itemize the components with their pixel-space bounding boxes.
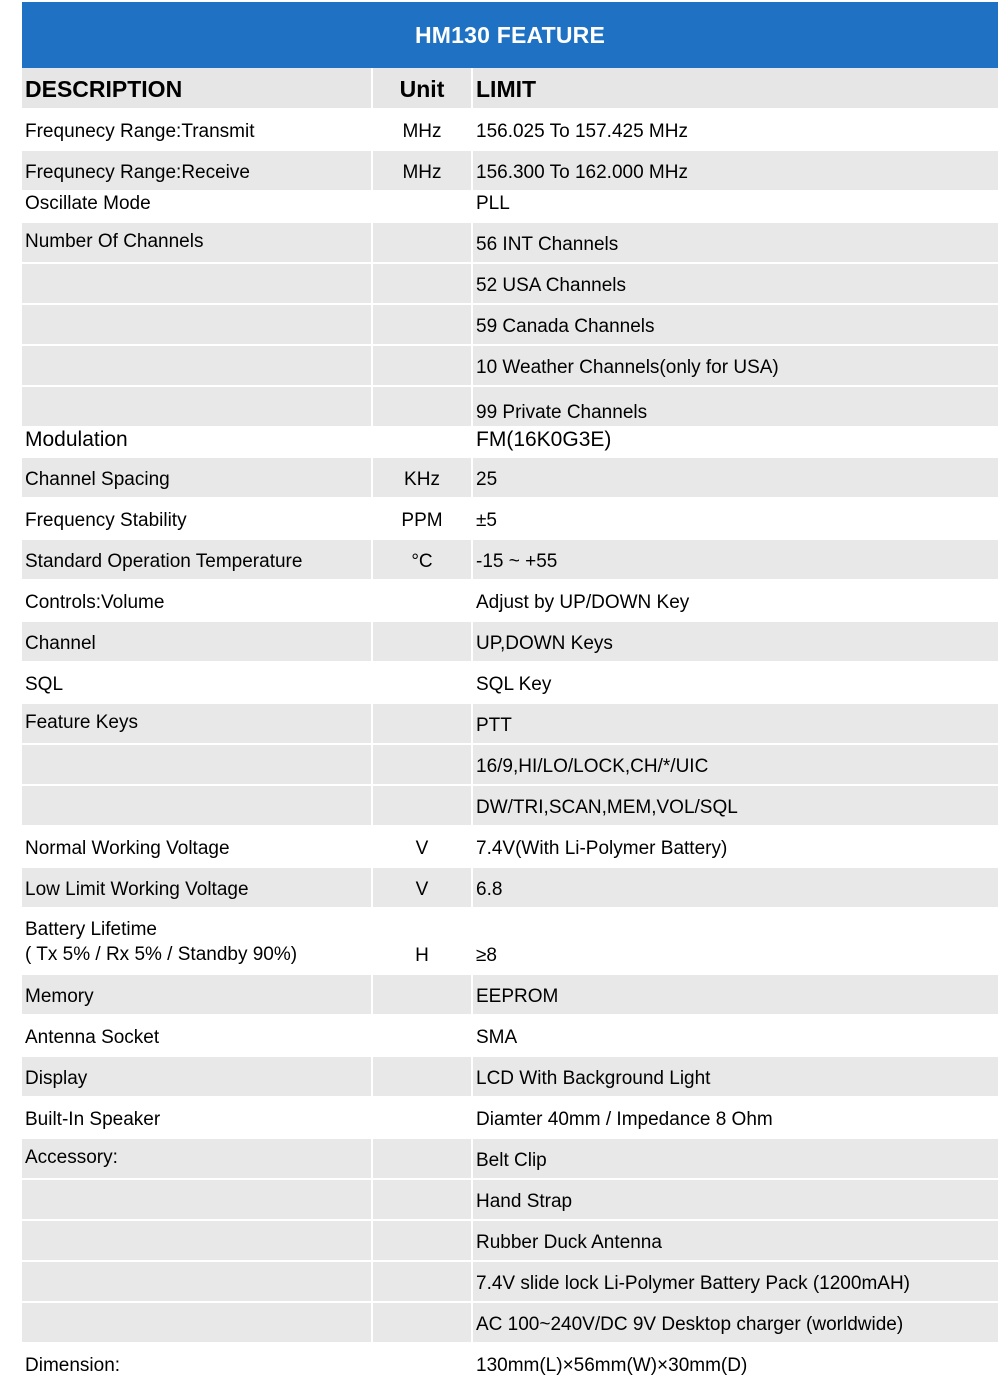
feature-sheet <box>22 2 998 1385</box>
row-limit: 130mm(L)×56mm(W)×30mm(D) <box>476 1355 748 1376</box>
row-limit: 59 Canada Channels <box>476 316 655 337</box>
row-unit: H <box>373 909 473 973</box>
row-limit: 7.4V(With Li-Polymer Battery) <box>476 838 728 859</box>
row-limit: 156.300 To 162.000 MHz <box>476 162 688 183</box>
table-row <box>22 704 998 745</box>
row-unit <box>373 1344 473 1383</box>
row-unit <box>373 622 473 661</box>
row-description: Frequency Stability <box>22 499 373 538</box>
row-limit: DW/TRI,SCAN,MEM,VOL/SQL <box>476 797 738 818</box>
row-limit: 52 USA Channels <box>476 275 626 296</box>
row-limit: 99 Private Channels <box>476 402 648 423</box>
row-description <box>22 1303 373 1342</box>
row-description: Number Of Channels <box>22 223 373 262</box>
table-row <box>22 305 998 346</box>
row-limit: SQL Key <box>476 674 552 695</box>
row-limit: AC 100~240V/DC 9V Desktop charger (worldwide) <box>476 1314 904 1335</box>
row-limit: 25 <box>476 469 498 490</box>
row-description: Memory <box>22 975 373 1014</box>
table-row <box>22 387 998 428</box>
row-description: Dimension: <box>22 1344 373 1383</box>
row-description: Built-In Speaker <box>22 1098 373 1137</box>
sheet-title: HM130 FEATURE <box>22 2 998 68</box>
row-description <box>22 305 373 344</box>
row-limit: SMA <box>476 1027 518 1048</box>
row-limit: Adjust by UP/DOWN Key <box>476 592 690 613</box>
row-description: Channel Spacing <box>22 458 373 497</box>
row-description <box>22 1221 373 1260</box>
table-row <box>22 1344 998 1385</box>
table-row <box>22 827 998 868</box>
row-unit: V <box>373 827 473 866</box>
table-row <box>22 458 998 499</box>
table-row <box>22 909 998 975</box>
row-description: Low Limit Working Voltage <box>22 868 373 907</box>
row-limit: 6.8 <box>476 879 503 900</box>
row-unit <box>373 1016 473 1055</box>
row-description: Controls:Volume <box>22 581 373 620</box>
row-unit: KHz <box>373 458 473 497</box>
row-description: Feature Keys <box>22 704 373 743</box>
row-unit: V <box>373 868 473 907</box>
table-header <box>22 68 998 110</box>
row-description: Oscillate Mode <box>22 192 373 221</box>
row-unit <box>373 428 473 456</box>
row-description <box>22 786 373 825</box>
row-limit: 10 Weather Channels(only for USA) <box>476 357 779 378</box>
row-limit: Hand Strap <box>476 1191 573 1212</box>
row-limit: Belt Clip <box>476 1150 547 1171</box>
row-description <box>22 346 373 385</box>
table-row <box>22 1262 998 1303</box>
table-row <box>22 786 998 827</box>
table-row <box>22 346 998 387</box>
table-row <box>22 1180 998 1221</box>
row-unit <box>373 1303 473 1342</box>
row-unit <box>373 1139 473 1178</box>
table-row <box>22 663 998 704</box>
row-description: Modulation <box>22 428 373 456</box>
row-unit <box>373 975 473 1014</box>
table-row <box>22 868 998 909</box>
header-description: DESCRIPTION <box>22 68 373 108</box>
row-description-line: ( Tx 5% / Rx 5% / Standby 90%) <box>25 944 298 965</box>
table-row <box>22 1098 998 1139</box>
row-limit: Rubber Duck Antenna <box>476 1232 662 1253</box>
table-row <box>22 110 998 151</box>
row-description: Channel <box>22 622 373 661</box>
row-description-line: Battery Lifetime <box>25 919 157 940</box>
row-description <box>22 1180 373 1219</box>
row-unit <box>373 1057 473 1096</box>
row-unit <box>373 305 473 344</box>
row-unit <box>373 663 473 702</box>
row-limit: UP,DOWN Keys <box>476 633 613 654</box>
row-limit: FM(16K0G3E) <box>476 428 612 451</box>
table-row <box>22 1303 998 1344</box>
table-row <box>22 264 998 305</box>
row-limit: EEPROM <box>476 986 559 1007</box>
row-description <box>22 909 373 973</box>
row-limit: 16/9,HI/LO/LOCK,CH/*/UIC <box>476 756 709 777</box>
table-row <box>22 499 998 540</box>
row-description: Standard Operation Temperature <box>22 540 373 579</box>
table-row <box>22 1016 998 1057</box>
row-unit: °C <box>373 540 473 579</box>
row-description: Display <box>22 1057 373 1096</box>
table-row <box>22 1221 998 1262</box>
row-limit: Diamter 40mm / Impedance 8 Ohm <box>476 1109 773 1130</box>
row-unit <box>373 1098 473 1137</box>
row-description <box>22 387 373 426</box>
row-description: Frequnecy Range:Receive <box>22 151 373 190</box>
row-description <box>22 264 373 303</box>
row-unit <box>373 223 473 262</box>
row-limit: 56 INT Channels <box>476 234 619 255</box>
row-unit <box>373 1262 473 1301</box>
row-unit <box>373 192 473 221</box>
table-row <box>22 192 998 223</box>
row-limit: PTT <box>476 715 512 736</box>
table-row <box>22 975 998 1016</box>
table-row <box>22 151 998 192</box>
row-description: Accessory: <box>22 1139 373 1178</box>
row-unit <box>373 786 473 825</box>
row-limit: 7.4V slide lock Li-Polymer Battery Pack (1200mAH) <box>476 1273 910 1294</box>
row-unit: MHz <box>373 151 473 190</box>
table-row <box>22 428 998 458</box>
table-row <box>22 223 998 264</box>
row-limit: PLL <box>476 193 510 214</box>
row-unit <box>373 581 473 620</box>
table-row <box>22 540 998 581</box>
header-unit: Unit <box>373 68 473 108</box>
row-limit: ≥8 <box>476 945 497 966</box>
row-unit: PPM <box>373 499 473 538</box>
row-unit <box>373 1221 473 1260</box>
row-limit: -15 ~ +55 <box>476 551 558 572</box>
row-description: SQL <box>22 663 373 702</box>
row-description: Normal Working Voltage <box>22 827 373 866</box>
row-unit <box>373 264 473 303</box>
row-description: Frequnecy Range:Transmit <box>22 110 373 149</box>
table-row <box>22 1139 998 1180</box>
table-row <box>22 1057 998 1098</box>
row-limit: 156.025 To 157.425 MHz <box>476 121 688 142</box>
row-limit: ±5 <box>476 510 497 531</box>
table-row <box>22 581 998 622</box>
row-unit: MHz <box>373 110 473 149</box>
row-unit <box>373 1180 473 1219</box>
row-unit <box>373 387 473 426</box>
row-description <box>22 1262 373 1301</box>
row-description: Antenna Socket <box>22 1016 373 1055</box>
table-row <box>22 745 998 786</box>
row-limit: LCD With Background Light <box>476 1068 711 1089</box>
row-unit <box>373 346 473 385</box>
header-limit: LIMIT <box>476 75 537 102</box>
table-row <box>22 622 998 663</box>
row-unit <box>373 745 473 784</box>
row-unit <box>373 704 473 743</box>
row-description <box>22 745 373 784</box>
